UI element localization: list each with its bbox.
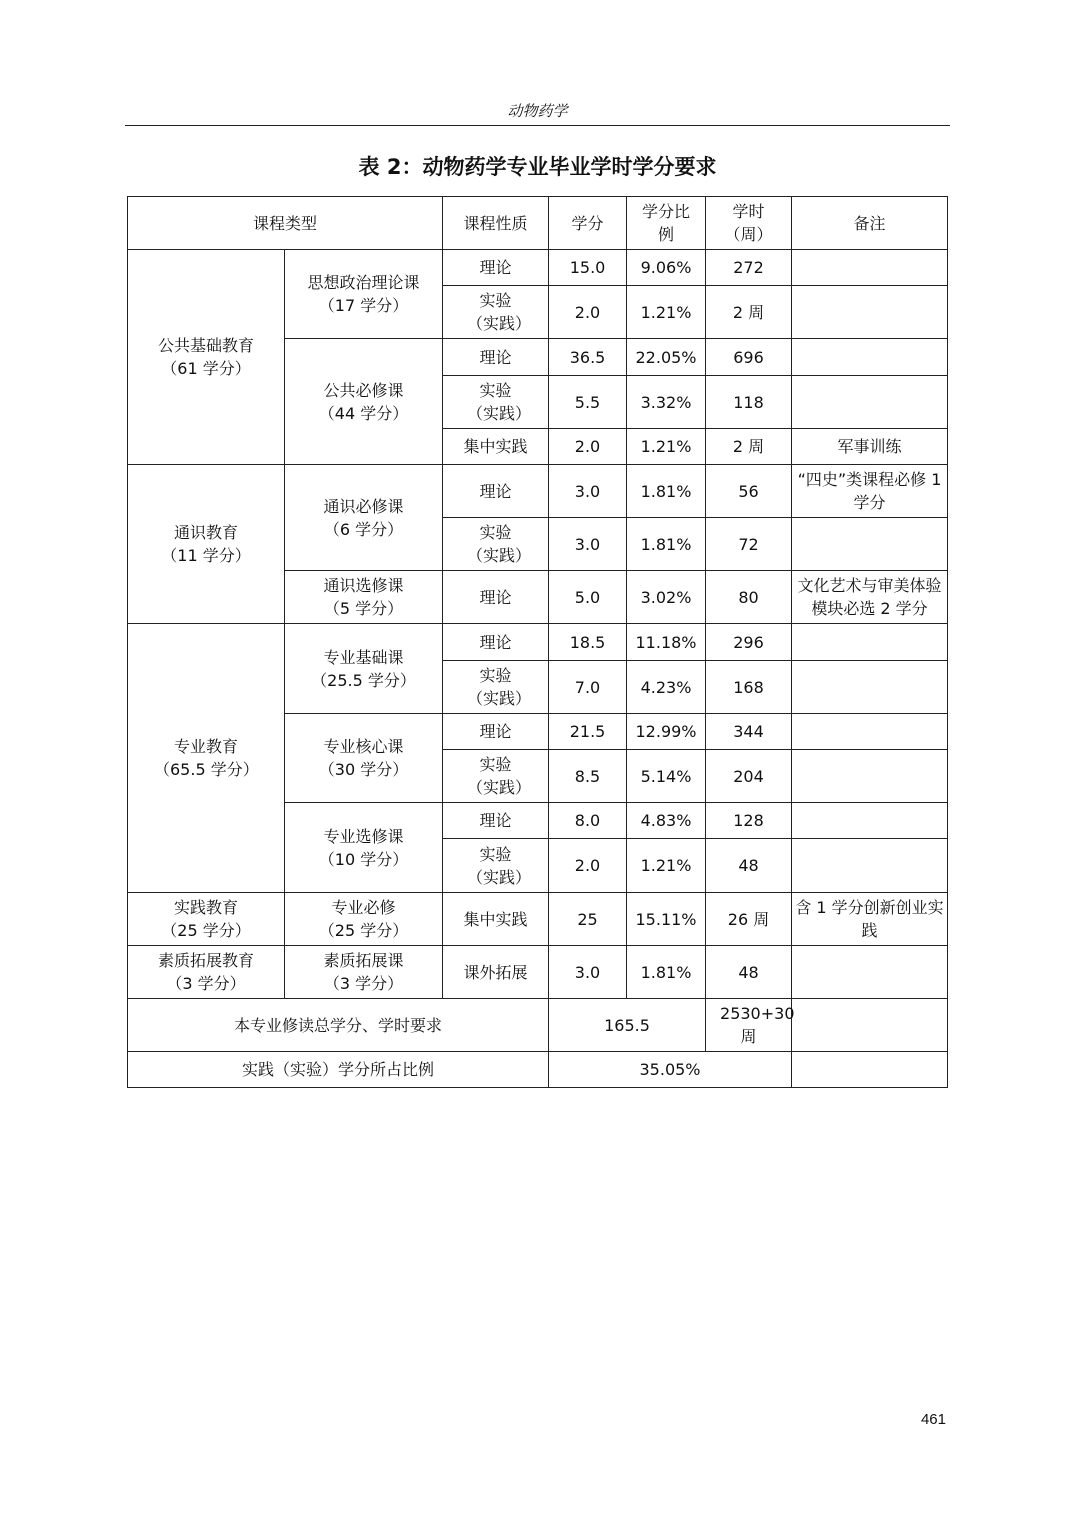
header-rule [125,125,950,126]
practice-ratio-value: 35.05% [549,1052,792,1088]
practice-ratio-row [128,1052,948,1088]
practice-ratio-remarks [792,1052,948,1088]
totals-row [128,999,948,1052]
ratio-cell: 1.81% [627,946,706,999]
credits-cell: 2.0 [549,839,627,893]
nature-cell: 理论 [443,571,549,624]
nature-cell: 实验（实践） [443,839,549,893]
running-header: 动物药学 [507,102,568,120]
ratio-cell: 3.02% [627,571,706,624]
credits-cell: 8.5 [549,750,627,803]
ratio-cell: 4.23% [627,661,706,714]
credits-cell: 18.5 [549,624,627,661]
remarks-cell [792,518,948,571]
ratio-cell: 1.21% [627,286,706,339]
credits-cell: 2.0 [549,429,627,465]
remarks-cell [792,750,948,803]
nature-cell: 理论 [443,250,549,286]
col-header-remarks: 备注 [792,197,948,250]
credits-cell: 2.0 [549,286,627,339]
nature-cell: 集中实践 [443,429,549,465]
hours-cell: 56 [706,465,792,518]
nature-cell: 实验（实践） [443,750,549,803]
hours-cell: 344 [706,714,792,750]
remarks-cell [792,376,948,429]
remarks-cell: “四史”类课程必修 1 学分 [792,465,948,518]
hours-cell: 80 [706,571,792,624]
hours-cell: 696 [706,339,792,376]
nature-cell: 理论 [443,465,549,518]
nature-cell: 集中实践 [443,893,549,946]
credits-cell: 3.0 [549,465,627,518]
nature-cell: 实验（实践） [443,518,549,571]
remarks-cell [792,803,948,839]
credits-cell: 36.5 [549,339,627,376]
hours-cell: 26 周 [706,893,792,946]
subcategory-cell: 通识选修课（5 学分） [285,571,443,624]
hours-cell: 272 [706,250,792,286]
ratio-cell: 1.81% [627,518,706,571]
category-cell: 专业教育（65.5 学分） [128,624,285,893]
nature-cell: 理论 [443,803,549,839]
practice-ratio-label: 实践（实验）学分所占比例 [128,1052,549,1088]
col-header-nature: 课程性质 [443,197,549,250]
subcategory-cell: 通识必修课（6 学分） [285,465,443,571]
totals-remarks [792,999,948,1052]
hours-cell: 296 [706,624,792,661]
hours-cell: 2 周 [706,286,792,339]
subcategory-cell: 专业基础课（25.5 学分） [285,624,443,714]
page-number: 461 [920,1411,946,1428]
table-row [128,465,948,518]
totals-credits: 165.5 [549,999,706,1052]
ratio-cell: 1.81% [627,465,706,518]
remarks-cell [792,286,948,339]
credits-cell: 3.0 [549,518,627,571]
col-header-course-type: 课程类型 [128,197,443,250]
remarks-cell [792,946,948,999]
credits-cell: 7.0 [549,661,627,714]
col-header-credits: 学分 [549,197,627,250]
nature-cell: 课外拓展 [443,946,549,999]
credits-cell: 15.0 [549,250,627,286]
ratio-cell: 9.06% [627,250,706,286]
nature-cell: 实验（实践） [443,286,549,339]
ratio-cell: 4.83% [627,803,706,839]
remarks-cell: 军事训练 [792,429,948,465]
hours-cell: 168 [706,661,792,714]
nature-cell: 实验（实践） [443,376,549,429]
totals-label: 本专业修读总学分、学时要求 [128,999,549,1052]
credit-requirements-table [127,196,948,1088]
category-cell: 实践教育（25 学分） [128,893,285,946]
hours-cell: 48 [706,946,792,999]
table-title: 表 2：动物药学专业毕业学时学分要求 [358,155,717,179]
category-cell: 公共基础教育（61 学分） [128,250,285,465]
credits-cell: 3.0 [549,946,627,999]
hours-cell: 48 [706,839,792,893]
ratio-cell: 1.21% [627,429,706,465]
col-header-hours: 学时（周） [706,197,792,250]
table-row [128,946,948,999]
subcategory-cell: 素质拓展课（3 学分） [285,946,443,999]
hours-cell: 118 [706,376,792,429]
remarks-cell [792,250,948,286]
ratio-cell: 5.14% [627,750,706,803]
table-row [128,893,948,946]
totals-hours: 2530+30 周 [706,999,792,1052]
credits-cell: 5.0 [549,571,627,624]
credits-cell: 5.5 [549,376,627,429]
ratio-cell: 12.99% [627,714,706,750]
hours-cell: 2 周 [706,429,792,465]
col-header-ratio: 学分比例 [627,197,706,250]
subcategory-cell: 公共必修课（44 学分） [285,339,443,465]
remarks-cell [792,714,948,750]
ratio-cell: 15.11% [627,893,706,946]
hours-cell: 72 [706,518,792,571]
nature-cell: 实验（实践） [443,661,549,714]
remarks-cell: 文化艺术与审美体验模块必选 2 学分 [792,571,948,624]
nature-cell: 理论 [443,714,549,750]
subcategory-cell: 专业选修课（10 学分） [285,803,443,893]
remarks-cell: 含 1 学分创新创业实践 [792,893,948,946]
nature-cell: 理论 [443,624,549,661]
credits-cell: 21.5 [549,714,627,750]
credits-cell: 25 [549,893,627,946]
subcategory-cell: 思想政治理论课（17 学分） [285,250,443,339]
table-row [128,250,948,286]
ratio-cell: 22.05% [627,339,706,376]
ratio-cell: 11.18% [627,624,706,661]
ratio-cell: 3.32% [627,376,706,429]
hours-cell: 204 [706,750,792,803]
nature-cell: 理论 [443,339,549,376]
hours-cell: 128 [706,803,792,839]
category-cell: 通识教育（11 学分） [128,465,285,624]
ratio-cell: 1.21% [627,839,706,893]
header-row [128,197,948,250]
category-cell: 素质拓展教育（3 学分） [128,946,285,999]
remarks-cell [792,339,948,376]
remarks-cell [792,624,948,661]
subcategory-cell: 专业核心课（30 学分） [285,714,443,803]
table-row [128,624,948,661]
remarks-cell [792,839,948,893]
subcategory-cell: 专业必修（25 学分） [285,893,443,946]
remarks-cell [792,661,948,714]
credits-cell: 8.0 [549,803,627,839]
